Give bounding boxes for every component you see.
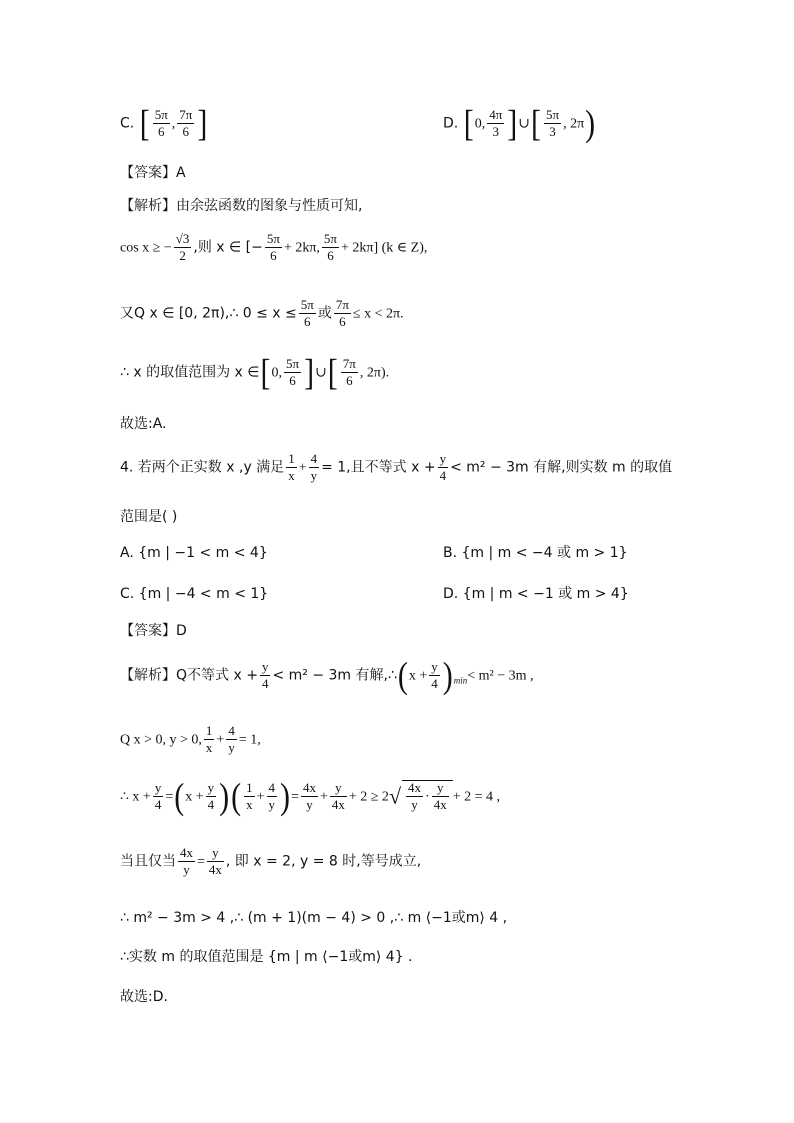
q3-step-1: cos x ≥ − $\frac{√3}{2}$ ,则 x ∈ [− $\frac{5\pi}{6}$ + 2kπ, $\frac{5\pi}{6}$ + 2kπ] (k ∈ Z), <box>120 231 428 263</box>
q4-answer: 【答案】D <box>120 623 187 639</box>
q4-option-c: C. {m | −4 < m < 1} <box>120 586 269 602</box>
q4-step-5: ∴ m² − 3m > 4 ,∴ (m + 1)(m − 4) > 0 ,∴ m ⟨−1或m⟩ 4 , <box>120 910 508 926</box>
q4-step-3: ∴ x + $\frac{y}{4}$ =(x + $\frac{y}{4}$ )( $\frac{1}{x}$ + $\frac{4}{y}$ )= $\frac{4x}{y}$ + $\frac{y}{4x}$ + 2 ≥ 2√ $\frac{4x}{y}$ · $\frac{y}{4x}$ + 2 = 4 , <box>120 775 500 817</box>
q3-answer: 【答案】A <box>120 165 186 181</box>
q4-option-b: B. {m | m < −4 或 m > 1} <box>443 545 628 561</box>
option-c: C. [ $\frac{5\pi}{6}$ , $\frac{7\pi}{6}$ ] <box>120 102 208 144</box>
q4-stem: 4. 若两个正实数 x ,y 满足 $\frac{1}{x}$ + $\frac{4}{y}$ = 1,且不等式 x + $\frac{y}{4}$ < m² − 3m 有解,则实数 m 的取值 <box>120 451 673 483</box>
q4-stem-cont: 范围是( ) <box>120 509 178 525</box>
q4-step-2: Q x > 0, y > 0, $\frac{1}{x}$ + $\frac{4}{y}$ = 1, <box>120 723 261 755</box>
q4-option-a: A. {m | −1 < m < 4} <box>120 545 268 561</box>
q3-choose: 故选:A. <box>120 416 167 432</box>
option-d: D. [0, $\frac{4\pi}{3}$ ]∪[ $\frac{5\pi}{3}$ , 2π) <box>443 102 596 144</box>
q4-option-d: D. {m | m < −1 或 m > 4} <box>443 586 629 602</box>
q3-step-3: ∴ x 的取值范围为 x ∈[0, $\frac{5\pi}{6}$ ]∪[ $\frac{7\pi}{6}$ , 2π). <box>120 351 390 393</box>
q3-analysis: 【解析】由余弦函数的图象与性质可知, <box>120 198 363 214</box>
q3-step-2: 又Q x ∈ [0, 2π),∴ 0 ≤ x ≤ $\frac{5\pi}{6}$ 或 $\frac{7\pi}{6}$ ≤ x < 2π. <box>120 297 404 329</box>
q4-step-4: 当且仅当 $\frac{4x}{y}$ = $\frac{y}{4x}$ , 即 x = 2, y = 8 时,等号成立, <box>120 845 422 877</box>
option-label: C. <box>120 115 135 132</box>
q4-step-6: ∴实数 m 的取值范围是 {m | m ⟨−1或m⟩ 4} . <box>120 949 413 965</box>
q4-choose: 故选:D. <box>120 989 168 1005</box>
q4-step-1: 【解析】Q不等式 x + $\frac{y}{4}$ < m² − 3m 有解,∴(x + $\frac{y}{4}$ )$_{min}< m^2 - 3m$ , <box>120 654 534 696</box>
